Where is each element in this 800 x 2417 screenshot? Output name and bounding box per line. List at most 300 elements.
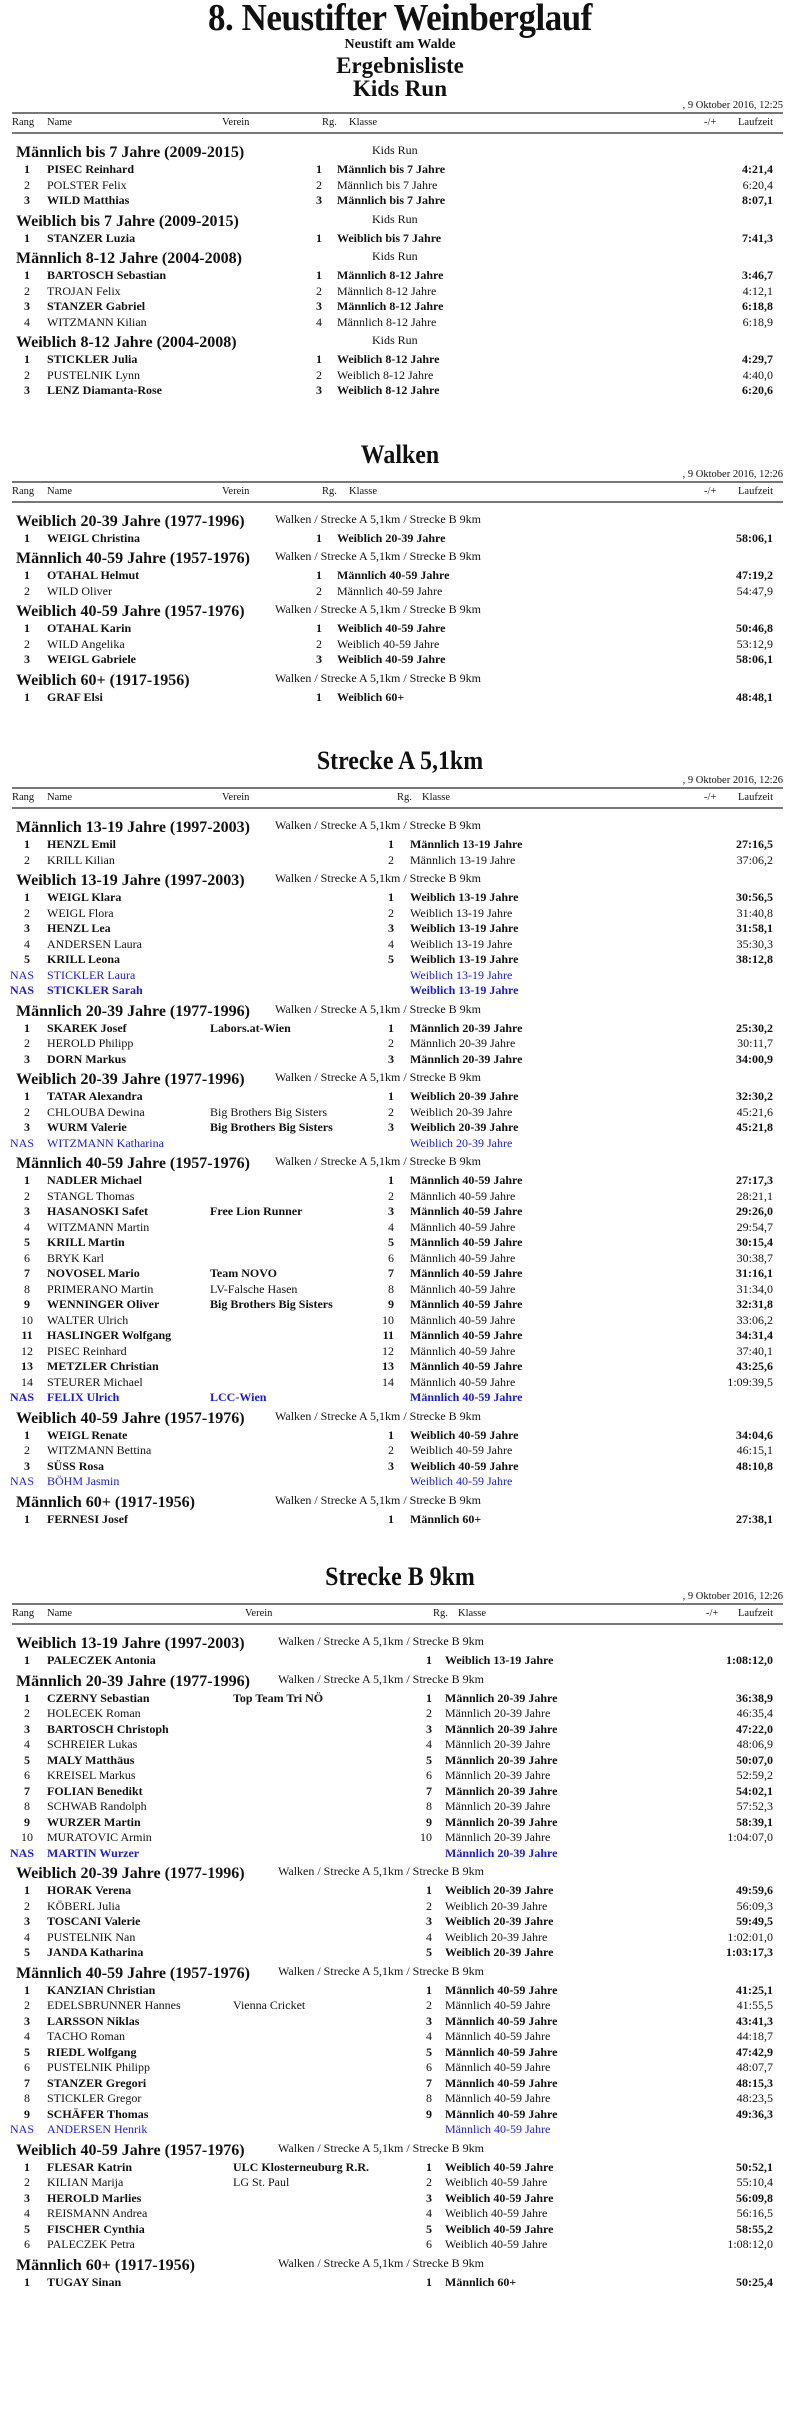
finish-time: 25:30,2 (736, 1020, 773, 1035)
category-race-label: Walken / Strecke A 5,1km / Strecke B 9km (278, 2140, 484, 2155)
column-header-laufzeit: Laufzeit (738, 1608, 773, 1619)
finish-time: 1:09:39,5 (727, 1374, 773, 1389)
result-row (0, 2045, 800, 2061)
athlete-name: STEURER Michael (47, 1374, 143, 1389)
rank: 9 (24, 1297, 30, 1311)
results-sections (0, 77, 800, 2310)
finish-time: 43:41,3 (736, 2013, 773, 2028)
class-name: Weiblich 13-19 Jahre (410, 936, 513, 951)
column-header-rang: Rang (12, 1608, 35, 1619)
result-row (0, 2222, 800, 2238)
rank: 3 (24, 299, 30, 313)
rank: 1 (24, 837, 30, 851)
result-row (0, 2206, 800, 2222)
class-rank: 1 (316, 530, 322, 545)
class-rank: 9 (388, 1297, 394, 1311)
column-header-laufzeit: Laufzeit (738, 117, 773, 128)
rank: 1 (24, 689, 30, 704)
finish-time: 56:09,8 (736, 2190, 773, 2205)
category-group-header (0, 2138, 800, 2160)
class-rank: 11 (382, 1328, 394, 1342)
class-rank: 1 (316, 621, 322, 635)
class-rank: 2 (426, 1898, 432, 1913)
rank: 3 (24, 1120, 30, 1134)
athlete-name: WITZMANN Bettina (47, 1443, 152, 1457)
athlete-name: MARTIN Wurzer (47, 1845, 140, 1860)
class-name: Weiblich 20-39 Jahre (445, 1929, 548, 1944)
class-name: Männlich 40-59 Jahre (337, 583, 443, 598)
class-name: Männlich 40-59 Jahre (410, 1173, 523, 1187)
finish-time: 30:56,5 (736, 890, 773, 904)
result-row (0, 1846, 800, 1862)
finish-time: 45:21,8 (736, 1120, 773, 1134)
rank: 1 (24, 2274, 30, 2289)
result-row (0, 1021, 800, 1037)
class-rank: 5 (426, 2221, 432, 2236)
club: Vienna Cricket (233, 1998, 306, 2012)
class-name: Männlich 20-39 Jahre (410, 1036, 516, 1050)
result-row (0, 1204, 800, 1220)
result-row (0, 584, 800, 600)
athlete-name: PUSTELNIK Nan (47, 1929, 136, 1944)
club: Big Brothers Big Sisters (210, 1104, 328, 1119)
class-rank: 3 (316, 383, 322, 397)
category-race-label: Walken / Strecke A 5,1km / Strecke B 9km (275, 549, 481, 563)
athlete-name: BRYK Karl (47, 1250, 104, 1265)
athlete-name: RIEDL Wolfgang (47, 2044, 137, 2059)
column-header-rang: Rang (12, 485, 35, 497)
results-section (0, 725, 800, 1547)
result-row (0, 837, 800, 853)
class-rank: 2 (316, 283, 322, 298)
class-name: Männlich 40-59 Jahre (445, 1982, 558, 1997)
class-name: Männlich 13-19 Jahre (410, 837, 523, 851)
class-name: Männlich 60+ (445, 2274, 517, 2289)
athlete-name: WENNINGER Oliver (47, 1297, 160, 1311)
class-rank: 2 (316, 583, 322, 598)
class-rank: 1 (388, 1020, 394, 1035)
class-rank: 1 (388, 837, 394, 851)
athlete-name: KRILL Kilian (47, 852, 115, 867)
rank: 4 (24, 1737, 30, 1751)
category-name: Männlich 40-59 Jahre (1957-1976) (16, 1964, 250, 1982)
athlete-name: SCHÄFER Thomas (47, 2106, 149, 2121)
athlete-name: REISMANN Andrea (47, 2206, 148, 2220)
result-row (0, 2175, 800, 2191)
rank: 1 (24, 352, 30, 366)
class-rank: 1 (426, 1982, 432, 1997)
result-row (0, 2029, 800, 2045)
category-group-header (0, 599, 800, 621)
rank: 1 (24, 2159, 30, 2174)
rank: 1 (24, 1173, 30, 1187)
finish-time: 48:06,9 (736, 1737, 773, 1751)
rank: 5 (24, 2221, 30, 2236)
athlete-name: FELIX Ulrich (47, 1390, 120, 1404)
athlete-name: WURZER Martin (47, 1814, 141, 1829)
result-row (0, 983, 800, 999)
class-rank: 1 (388, 1511, 394, 1526)
result-row (0, 1235, 800, 1251)
athlete-name: TOSCANI Valerie (47, 1914, 141, 1928)
result-row (0, 231, 800, 247)
athlete-name: WITZMANN Martin (47, 1219, 150, 1234)
class-name: Weiblich 40-59 Jahre (337, 652, 446, 666)
finish-time: 48:48,1 (736, 689, 773, 704)
club: Big Brothers Big Sisters (210, 1120, 333, 1134)
class-name: Männlich 20-39 Jahre (445, 1845, 558, 1860)
rank: 6 (24, 1768, 30, 1782)
athlete-name: STICKLER Sarah (47, 983, 143, 997)
result-row (0, 1136, 800, 1152)
result-row (0, 2191, 800, 2207)
class-name: Männlich bis 7 Jahre (337, 177, 438, 192)
finish-time: 30:11,7 (737, 1036, 773, 1050)
category-group-header (0, 1961, 800, 1983)
finish-time: 29:54,7 (736, 1219, 773, 1234)
category-name: Weiblich 13-19 Jahre (1997-2003) (16, 872, 245, 889)
athlete-name: GRAF Elsi (47, 689, 103, 704)
athlete-name: MALY Matthäus (47, 1752, 135, 1767)
finish-time: 59:49,5 (736, 1914, 773, 1928)
athlete-name: HASLINGER Wolfgang (47, 1328, 172, 1342)
finish-time: 46:35,4 (736, 1706, 773, 1720)
class-name: Männlich 40-59 Jahre (410, 1297, 523, 1311)
column-header-klasse: Klasse (422, 792, 450, 803)
athlete-name: NOVOSEL Mario (47, 1266, 140, 1280)
result-row (0, 2060, 800, 2076)
class-name: Männlich 40-59 Jahre (410, 1312, 516, 1327)
result-row (0, 1328, 800, 1344)
finish-time: 54:47,9 (736, 583, 773, 598)
result-row (0, 315, 800, 331)
class-rank: 2 (388, 852, 394, 867)
class-rank: 2 (426, 1998, 432, 2012)
result-row (0, 1753, 800, 1769)
athlete-name: STICKLER Laura (47, 967, 136, 982)
rank: 2 (24, 1998, 30, 2012)
class-rank: 6 (426, 2060, 432, 2074)
finish-time: 47:19,2 (736, 568, 773, 582)
rank: 1 (24, 890, 30, 904)
result-row (0, 1120, 800, 1136)
result-row (0, 1830, 800, 1846)
finish-time: 6:20,6 (742, 383, 773, 397)
class-name: Männlich 40-59 Jahre (410, 1266, 523, 1280)
finish-time: 1:02:01,0 (727, 1929, 773, 1944)
section-end (0, 705, 800, 725)
finish-time: 1:03:17,3 (726, 1945, 773, 1959)
category-name: Weiblich 40-59 Jahre (1957-1976) (16, 2141, 245, 2159)
class-rank: 4 (426, 1929, 432, 1944)
class-name: Weiblich 40-59 Jahre (410, 1443, 513, 1457)
class-name: Weiblich 20-39 Jahre (337, 530, 446, 545)
column-header-verein: Verein (222, 117, 250, 128)
athlete-name: KANZIAN Christian (47, 1982, 156, 1997)
class-rank: 3 (388, 921, 394, 935)
result-row (0, 268, 800, 284)
class-name: Männlich 20-39 Jahre (445, 1814, 558, 1829)
result-row (0, 1883, 800, 1899)
result-row (0, 1251, 800, 1267)
athlete-name: ANDERSEN Henrik (47, 2122, 148, 2136)
class-name: Männlich bis 7 Jahre (337, 162, 446, 176)
athlete-name: WEIGL Renate (47, 1427, 128, 1442)
rank: 2 (24, 852, 30, 867)
class-rank: 7 (426, 2075, 432, 2090)
class-name: Weiblich 40-59 Jahre (410, 1474, 513, 1488)
rank: 1 (24, 1653, 30, 1667)
result-row (0, 1983, 800, 1999)
class-rank: 3 (388, 1458, 394, 1473)
finish-time: 1:04:07,0 (727, 1830, 773, 1844)
finish-time: 6:18,8 (742, 299, 773, 313)
class-name: Weiblich 13-19 Jahre (410, 967, 513, 982)
finish-time: 30:15,4 (736, 1235, 773, 1249)
class-name: Männlich 20-39 Jahre (445, 1706, 551, 1720)
athlete-name: TACHO Roman (47, 2029, 126, 2043)
result-row (0, 690, 800, 706)
class-rank: 1 (316, 268, 322, 282)
rank: 14 (21, 1374, 33, 1389)
class-rank: 1 (426, 2159, 432, 2174)
column-header-laufzeit: Laufzeit (738, 485, 773, 497)
club: Top Team Tri NÖ (233, 1690, 324, 1705)
finish-time: 31:40,8 (736, 905, 773, 920)
category-group-header (0, 546, 800, 568)
column-header-name: Name (47, 1608, 73, 1619)
class-rank: 2 (388, 1036, 394, 1050)
athlete-name: BARTOSCH Sebastian (47, 268, 167, 282)
class-name: Männlich 40-59 Jahre (445, 2013, 558, 2028)
athlete-name: HOLECEK Roman (47, 1706, 141, 1720)
result-row (0, 1459, 800, 1475)
class-rank: 10 (420, 1830, 432, 1844)
finish-time: 58:55,2 (736, 2221, 773, 2236)
category-name: Weiblich 40-59 Jahre (1957-1976) (16, 1409, 245, 1427)
club: Big Brothers Big Sisters (210, 1297, 333, 1311)
athlete-name: LENZ Diamanta-Rose (47, 383, 163, 397)
rank: 1 (24, 1690, 30, 1705)
class-rank: 1 (316, 352, 322, 366)
result-row (0, 1799, 800, 1815)
class-name: Männlich 40-59 Jahre (410, 1204, 523, 1218)
print-date: , 9 Oktober 2016, 12:25 (682, 100, 783, 111)
rank: 5 (24, 1945, 30, 1959)
rank: 5 (24, 1235, 30, 1249)
class-name: Männlich 40-59 Jahre (445, 2122, 551, 2136)
class-rank: 6 (426, 2237, 432, 2251)
column-header-name: Name (47, 792, 73, 803)
finish-time: 6:18,9 (742, 314, 773, 329)
rank: 1 (24, 1883, 30, 1897)
athlete-name: SÜSS Rosa (47, 1458, 105, 1473)
rank: NAS (10, 1390, 35, 1404)
athlete-name: LARSSON Niklas (47, 2013, 140, 2028)
class-name: Weiblich 40-59 Jahre (445, 2206, 548, 2220)
column-header-klasse: Klasse (349, 485, 377, 497)
class-rank: 2 (426, 2175, 432, 2189)
class-name: Weiblich 20-39 Jahre (445, 1914, 554, 1928)
result-row (0, 2014, 800, 2030)
class-rank: 8 (426, 2091, 432, 2105)
athlete-name: WILD Angelika (47, 636, 125, 651)
finish-time: 56:16,5 (736, 2206, 773, 2220)
column-header-verein: Verein (245, 1608, 273, 1619)
class-name: Weiblich 40-59 Jahre (410, 1458, 519, 1473)
rank: 1 (24, 1020, 30, 1035)
result-row (0, 531, 800, 547)
category-name: Männlich 60+ (1917-1956) (16, 1493, 195, 1511)
rank: 1 (24, 530, 30, 545)
athlete-name: WITZMANN Katharina (47, 1135, 164, 1150)
rank: 2 (24, 1898, 30, 1913)
category-race-label: Walken / Strecke A 5,1km / Strecke B 9km (275, 1492, 481, 1507)
athlete-name: CHLOUBA Dewina (47, 1104, 145, 1119)
class-rank: 3 (426, 1721, 432, 1736)
athlete-name: EDELSBRUNNER Hannes (47, 1998, 181, 2012)
column-header-diff: -/+ (704, 792, 717, 803)
category-group-header (0, 1631, 800, 1653)
column-header-name: Name (47, 117, 73, 128)
result-row (0, 1443, 800, 1459)
column-header-verein: Verein (222, 485, 250, 497)
class-name: Männlich 20-39 Jahre (410, 1020, 523, 1035)
athlete-name: OTAHAL Karin (47, 621, 132, 635)
category-group-header (0, 999, 800, 1021)
category-race-label: Walken / Strecke A 5,1km / Strecke B 9km (278, 2255, 484, 2270)
finish-time: 58:39,1 (736, 1814, 773, 1829)
class-rank: 9 (426, 1814, 432, 1829)
result-row (0, 637, 800, 653)
class-name: Weiblich 20-39 Jahre (445, 1883, 554, 1897)
rank: NAS (10, 1474, 35, 1488)
finish-time: 50:07,0 (736, 1752, 773, 1767)
class-rank: 3 (426, 2190, 432, 2205)
event-title: 8. Neustifter Weinberglauf (208, 0, 592, 39)
finish-time: 47:22,0 (736, 1721, 773, 1736)
finish-time: 58:06,1 (736, 530, 773, 545)
result-row (0, 1105, 800, 1121)
class-rank: 3 (316, 652, 322, 666)
results-section (0, 77, 800, 419)
category-group-header (0, 1861, 800, 1883)
class-name: Männlich 40-59 Jahre (445, 2044, 558, 2059)
rank: 13 (21, 1359, 33, 1373)
result-row (0, 1914, 800, 1930)
class-name: Männlich 8-12 Jahre (337, 299, 444, 313)
result-row (0, 284, 800, 300)
athlete-name: FERNESI Josef (47, 1511, 129, 1526)
class-rank: 5 (426, 2044, 432, 2059)
finish-time: 31:34,0 (736, 1281, 773, 1296)
category-race-label: Kids Run (372, 333, 418, 347)
result-row (0, 1653, 800, 1669)
class-name: Weiblich 40-59 Jahre (445, 2159, 554, 2174)
category-race-label: Walken / Strecke A 5,1km / Strecke B 9km (278, 1864, 484, 1878)
rank: 8 (24, 1799, 30, 1813)
rank: 1 (24, 1089, 30, 1103)
finish-time: 37:40,1 (736, 1343, 773, 1358)
finish-time: 36:38,9 (736, 1690, 773, 1705)
class-rank: 1 (426, 1653, 432, 1667)
class-name: Weiblich 13-19 Jahre (410, 890, 519, 904)
class-rank: 2 (316, 636, 322, 651)
class-name: Weiblich 13-19 Jahre (410, 905, 513, 920)
rank: 3 (24, 1914, 30, 1928)
class-name: Weiblich bis 7 Jahre (337, 230, 442, 245)
result-row (0, 299, 800, 315)
rank: 3 (24, 1204, 30, 1218)
class-name: Weiblich 40-59 Jahre (445, 2221, 554, 2236)
result-row (0, 2076, 800, 2092)
class-name: Männlich 20-39 Jahre (445, 1799, 551, 1813)
rank: 4 (24, 1219, 30, 1234)
class-rank: 5 (388, 952, 394, 966)
result-row (0, 921, 800, 937)
rank: 10 (21, 1312, 33, 1327)
class-rank: 8 (426, 1799, 432, 1813)
club: Team NOVO (210, 1266, 277, 1280)
result-row (0, 1930, 800, 1946)
category-name: Männlich 20-39 Jahre (1977-1996) (16, 1002, 250, 1020)
finish-time: 32:31,8 (736, 1297, 773, 1311)
category-group-header (0, 1067, 800, 1089)
class-name: Weiblich 20-39 Jahre (445, 1898, 548, 1913)
result-row (0, 2107, 800, 2123)
class-name: Männlich 20-39 Jahre (445, 1690, 558, 1705)
finish-time: 27:17,3 (736, 1173, 773, 1187)
athlete-name: TROJAN Felix (47, 283, 121, 298)
class-rank: 5 (426, 1945, 432, 1959)
document-header (0, 0, 800, 77)
rank: NAS (10, 983, 35, 997)
rank: NAS (10, 967, 35, 982)
finish-time: 46:15,1 (736, 1443, 773, 1457)
club: LV-Falsche Hasen (210, 1281, 298, 1296)
rank: 3 (24, 383, 30, 397)
finish-time: 6:20,4 (742, 177, 773, 192)
column-header-row (12, 787, 783, 809)
rank: 3 (24, 193, 30, 207)
result-row (0, 368, 800, 384)
category-group-header (0, 868, 800, 890)
category-race-label: Walken / Strecke A 5,1km / Strecke B 9km (275, 1001, 481, 1016)
athlete-name: KRILL Leona (47, 952, 121, 966)
category-race-label: Walken / Strecke A 5,1km / Strecke B 9km (275, 1154, 481, 1168)
finish-time: 41:25,1 (736, 1982, 773, 1997)
class-rank: 5 (388, 1235, 394, 1249)
club: Free Lion Runner (210, 1204, 303, 1218)
class-rank: 3 (426, 2013, 432, 2028)
print-date: , 9 Oktober 2016, 12:26 (682, 775, 783, 786)
section-end (0, 1527, 800, 1547)
athlete-name: WEIGL Christina (47, 530, 141, 545)
section-title: Kids Run (353, 76, 447, 101)
finish-time: 49:59,6 (736, 1883, 773, 1897)
class-rank: 3 (316, 193, 322, 207)
column-header-rang: Rang (12, 117, 35, 128)
section-end (0, 2290, 800, 2310)
column-header-diff: -/+ (706, 1608, 719, 1619)
athlete-name: PISEC Reinhard (47, 1343, 127, 1358)
section-title: Strecke B 9km (325, 1562, 475, 1591)
result-row (0, 652, 800, 668)
club: LG St. Paul (233, 2175, 290, 2189)
result-row (0, 568, 800, 584)
class-rank: 7 (388, 1266, 394, 1280)
result-row (0, 2237, 800, 2253)
